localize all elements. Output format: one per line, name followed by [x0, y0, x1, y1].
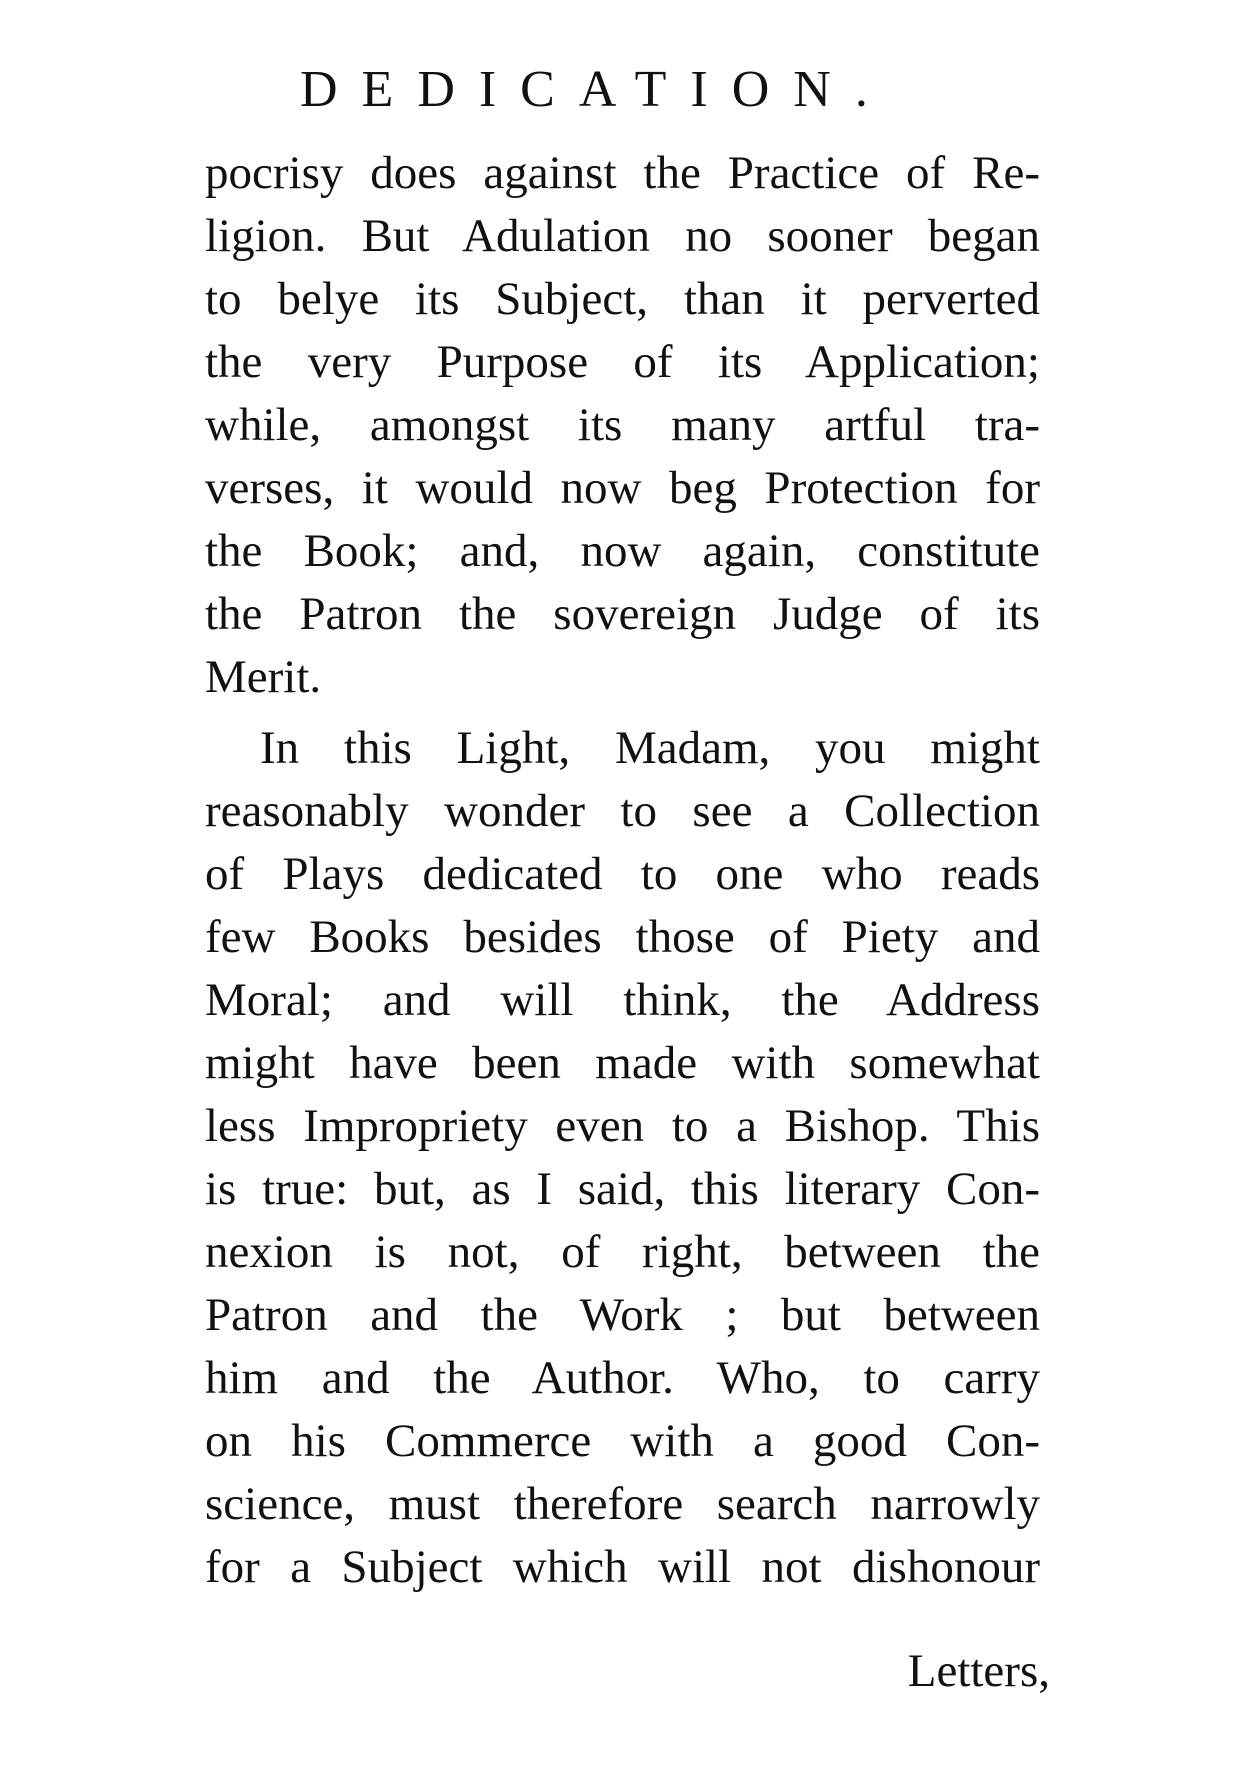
text-line: verses, it would now beg Protection for — [205, 462, 1040, 514]
text-line: might have been made with somewhat — [205, 1037, 1040, 1089]
text-line: less Impropriety even to a Bishop. This — [205, 1100, 1040, 1152]
text-line: In this Light, Madam, you might — [260, 722, 1040, 774]
text-line: to belye its Subject, than it perverted — [205, 273, 1040, 325]
text-line: Merit. — [205, 651, 322, 703]
text-line: ligion. But Adulation no sooner began — [205, 210, 1040, 262]
text-line: on his Commerce with a good Con- — [205, 1415, 1040, 1467]
text-line: the very Purpose of its Application; — [205, 336, 1040, 388]
text-line: for a Subject which will not dishonour — [205, 1541, 1040, 1593]
text-line: of Plays dedicated to one who reads — [205, 848, 1040, 900]
paragraph-1 — [205, 142, 1040, 709]
text-line: Moral; and will think, the Address — [205, 974, 1040, 1026]
running-head: DEDICATION. — [300, 61, 892, 118]
text-line: pocrisy does against the Practice of Re- — [205, 147, 1040, 199]
text-line: science, must therefore search narrowly — [205, 1478, 1040, 1530]
text-line: the Book; and, now again, constitute — [205, 525, 1040, 577]
text-line: few Books besides those of Piety and — [205, 911, 1040, 963]
text-line: the Patron the sovereign Judge of its — [205, 588, 1040, 640]
text-line: is true: but, as I said, this literary Con- — [205, 1163, 1040, 1215]
text-line: reasonably wonder to see a Collection — [205, 785, 1040, 837]
text-line: Patron and the Work ; but between — [205, 1289, 1040, 1341]
paragraph-2 — [205, 717, 1040, 1599]
catchword: Letters, — [907, 1645, 1050, 1697]
text-line: while, amongst its many artful tra- — [205, 399, 1040, 451]
text-line: nexion is not, of right, between the — [205, 1226, 1040, 1278]
text-line: him and the Author. Who, to carry — [205, 1352, 1040, 1404]
